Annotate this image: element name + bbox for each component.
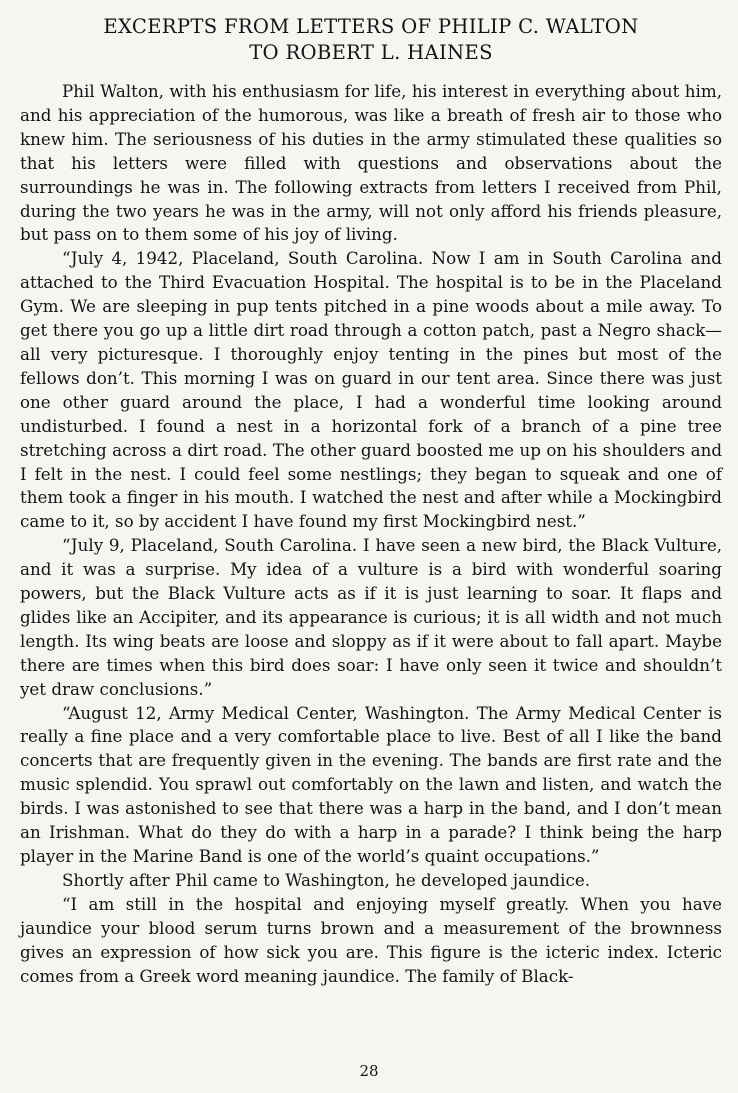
title-line-2: TO ROBERT L. HAINES <box>249 41 493 64</box>
letter-august-12-paragraph: “August 12, Army Medical Center, Washington. The Army Medical Center is really a fine place and a very comfortable place to live. Best of all I like the band concerts that are frequently given in the evening. The bands are first rate and the music splendid. You sprawl out comfortably on the lawn and listen, and watch the birds. I was astonished to see that there was a harp in the band, and I don’t mean an Irishman. What do they do with a harp in a parade? I think being the harp player in the Marine Band is one of the world’s quaint occupations.” <box>20 702 722 866</box>
page-number: 28 <box>359 1062 379 1080</box>
letter-july-9-paragraph: “July 9, Placeland, South Carolina. I have seen a new bird, the Black Vulture, and it was a surprise. My idea of a vulture is a bird with wonderful soaring powers, but the Black Vulture acts as if it is just learning to soar. It flaps and glides like an Accipiter, and its appearance is curious; it is all width and not much length. Its wing beats are loose and sloppy as if it were about to fall apart. Maybe there are times when this bird does soar: I have only seen it twice and shouldn’t yet draw conclusions.” <box>20 535 722 699</box>
hospital-letter-paragraph: “I am still in the hospital and enjoying myself greatly. When you have jaundice your blood serum turns brown and a measurement of the brownness gives an expression of how sick you are. This figure is the icteric index. Icteric comes from a Greek word meaning jaundice. The family of Black- <box>20 893 722 986</box>
page-title <box>20 14 722 66</box>
letter-july-4-paragraph: “July 4, 1942, Placeland, South Carolina. Now I am in South Carolina and attached to the Third Evacuation Hospital. The hospital is to be in the Placeland Gym. We are sleeping in pup tents pitched in a pine woods about a mile away. To get there you go up a little dirt road through a cotton patch, past a Negro shack—all very picturesque. I thoroughly enjoy tenting in the pines but most of the fellows don’t. This morning I was on guard in our tent area. Since there was just one other guard around the place, I had a wonderful time looking around undisturbed. I found a nest in a horizontal fork of a branch of a pine tree stretching across a dirt road. The other guard boosted me up on his shoulders and I felt in the nest. I could feel some nestlings; they began to squeak and one of them took a finger in his mouth. I watched the nest and after while a Mockingbird came to it, so by accident I have found my first Mockingbird nest.” <box>20 248 722 532</box>
title-line-1: EXCERPTS FROM LETTERS OF PHILIP C. WALTON <box>103 15 639 38</box>
jaundice-note-paragraph: Shortly after Phil came to Washington, he developed jaundice. <box>62 869 590 890</box>
intro-paragraph: Phil Walton, with his enthusiasm for life, his interest in everything about him, and his appreciation of the humorous, was like a breath of fresh air to those who knew him. The seriousness of his duties in the army stimulated these qualities so that his letters were filled with questions and observations about the surroundings he was in. The following extracts from letters I received from Phil, during the two years he was in the army, will not only afford his friends pleasure, but pass on to them some of his joy of living. <box>20 81 722 245</box>
